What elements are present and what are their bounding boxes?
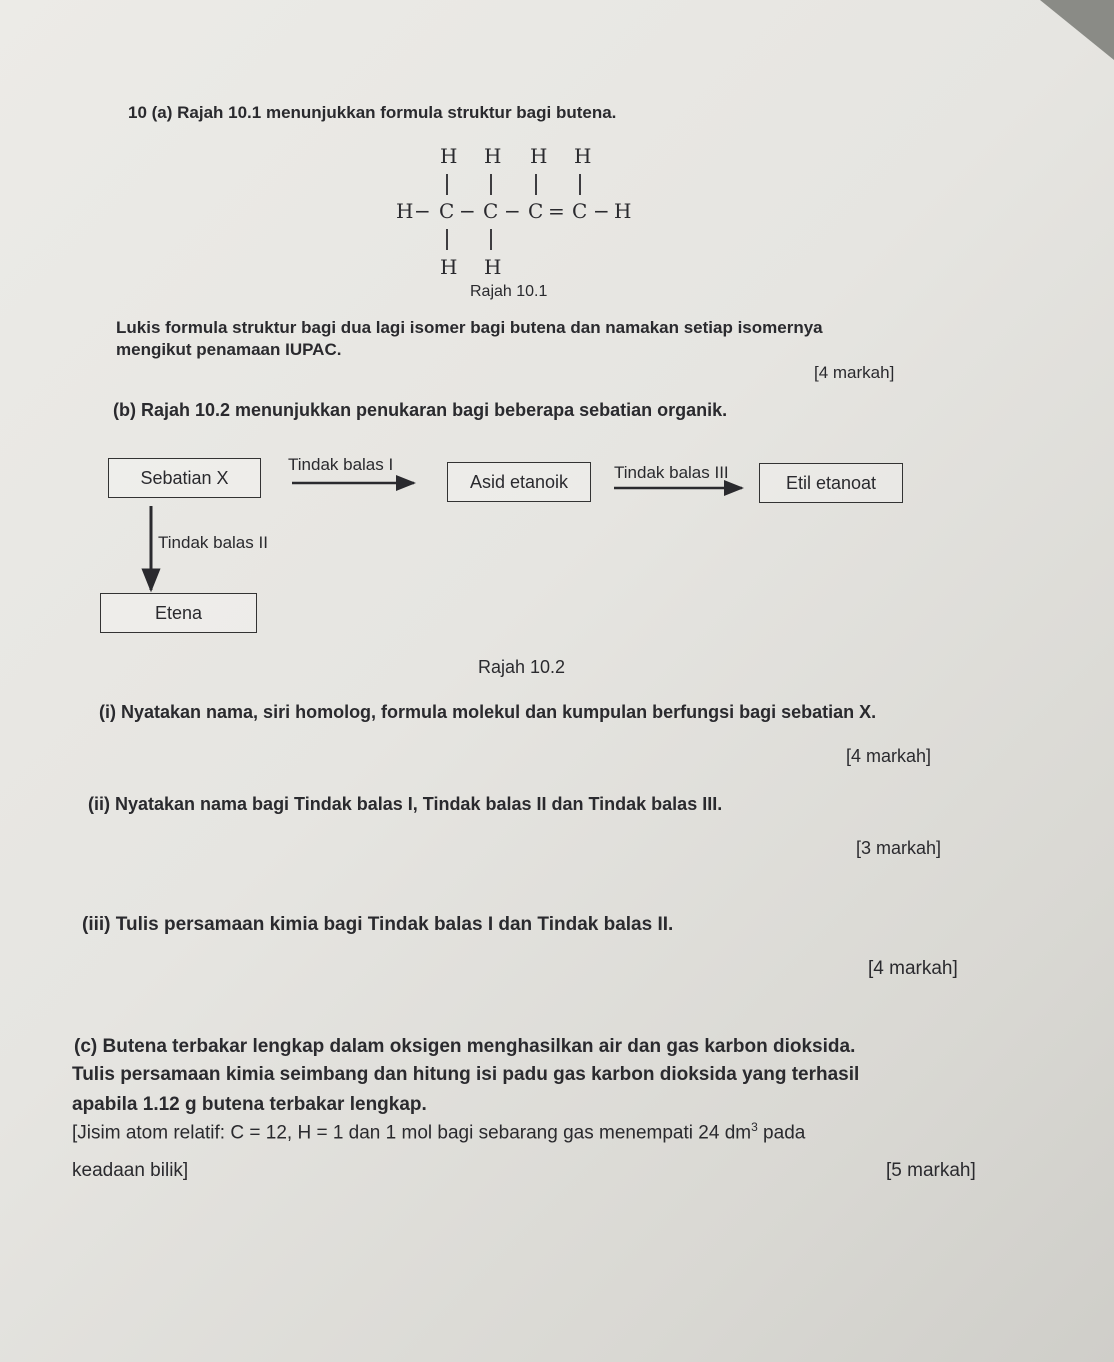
atom-c-1: C <box>439 199 455 223</box>
bond-single-3: − <box>504 199 521 223</box>
q10c-line4-a: [Jisim atom relatif: <box>72 1122 231 1144</box>
atom-h-top-1: H <box>440 144 458 168</box>
bond-double: = <box>548 199 565 223</box>
q10c-line3: apabila 1.12 g butena terbakar lengkap. <box>72 1094 427 1115</box>
box-sebatian-x-label: Sebatian X <box>140 467 229 488</box>
q10c-line2: Tulis persamaan kimia seimbang dan hitung isi padu gas karbon dioksida yang terhasil <box>72 1064 860 1085</box>
q10c-line4-superscript: 3 <box>751 1120 758 1134</box>
q10a-question-line2: mengikut penamaan IUPAC. <box>116 340 342 359</box>
q10a-question-line1: Lukis formula struktur bagi dua lagi isomer bagi butena dan namakan setiap isomernya <box>116 318 823 337</box>
atom-h-right: H <box>614 199 632 223</box>
q10b-i-marks: [4 markah] <box>846 746 932 766</box>
atom-c-4: C <box>572 199 588 223</box>
bond-single-1: − <box>414 199 431 223</box>
q10c-line4-c: dan 1 mol bagi sebarang gas menempati <box>343 1122 699 1144</box>
atom-h-bottom-2: H <box>484 255 502 279</box>
box-etil-etanoat-label: Etil etanoat <box>785 472 877 493</box>
figure-label-10-1: Rajah 10.1 <box>470 283 548 300</box>
q10c-line4-e: pada <box>757 1122 806 1144</box>
box-etena-label: Etena <box>154 602 203 623</box>
label-tindak-balas-2: Tindak balas II <box>158 533 268 552</box>
q10b-ii-marks: [3 markah] <box>856 838 942 858</box>
q10a-marks: [4 markah] <box>814 363 895 382</box>
q10b-intro: (b) Rajah 10.2 menunjukkan penukaran bagi beberapa sebatian organik. <box>113 400 728 420</box>
label-tindak-balas-3: Tindak balas III <box>614 463 729 482</box>
q10a-intro: 10 (a) Rajah 10.1 menunjukkan formula struktur bagi butena. <box>128 103 617 122</box>
label-tindak-balas-1: Tindak balas I <box>288 455 394 474</box>
atom-h-top-4: H <box>574 144 592 168</box>
bond-single-4: − <box>593 199 610 223</box>
q10b-ii-text: (ii) Nyatakan nama bagi Tindak balas I, Tindak balas II dan Tindak balas III. <box>88 794 723 814</box>
q10c-line4-volume: 24 dm <box>698 1122 752 1144</box>
bond-single-2: − <box>459 199 476 223</box>
figure-label-10-2: Rajah 10.2 <box>478 657 566 677</box>
atom-h-left: H <box>396 199 414 223</box>
q10c-line1: (c) Butena terbakar lengkap dalam oksigen menghasilkan air dan gas karbon dioksida. <box>74 1036 856 1057</box>
atom-h-top-3: H <box>530 144 548 168</box>
atom-h-bottom-1: H <box>440 255 458 279</box>
atom-h-top-2: H <box>484 144 502 168</box>
q10b-iii-text: (iii) Tulis persamaan kimia bagi Tindak balas I dan Tindak balas II. <box>82 914 674 935</box>
q10b-i-text: (i) Nyatakan nama, siri homolog, formula molekul dan kumpulan berfungsi bagi sebatian X. <box>99 702 877 722</box>
atom-c-2: C <box>483 199 499 223</box>
atom-c-3: C <box>528 199 544 223</box>
q10b-iii-marks: [4 markah] <box>868 958 958 979</box>
q10c-line4-atomic-masses: C = 12, H = 1 <box>230 1122 344 1144</box>
q10c-line5: keadaan bilik] <box>72 1160 189 1181</box>
q10c-marks: [5 markah] <box>886 1160 976 1181</box>
q10c-line4 <box>72 1120 805 1144</box>
box-asid-etanoik-label: Asid etanoik <box>469 471 569 492</box>
